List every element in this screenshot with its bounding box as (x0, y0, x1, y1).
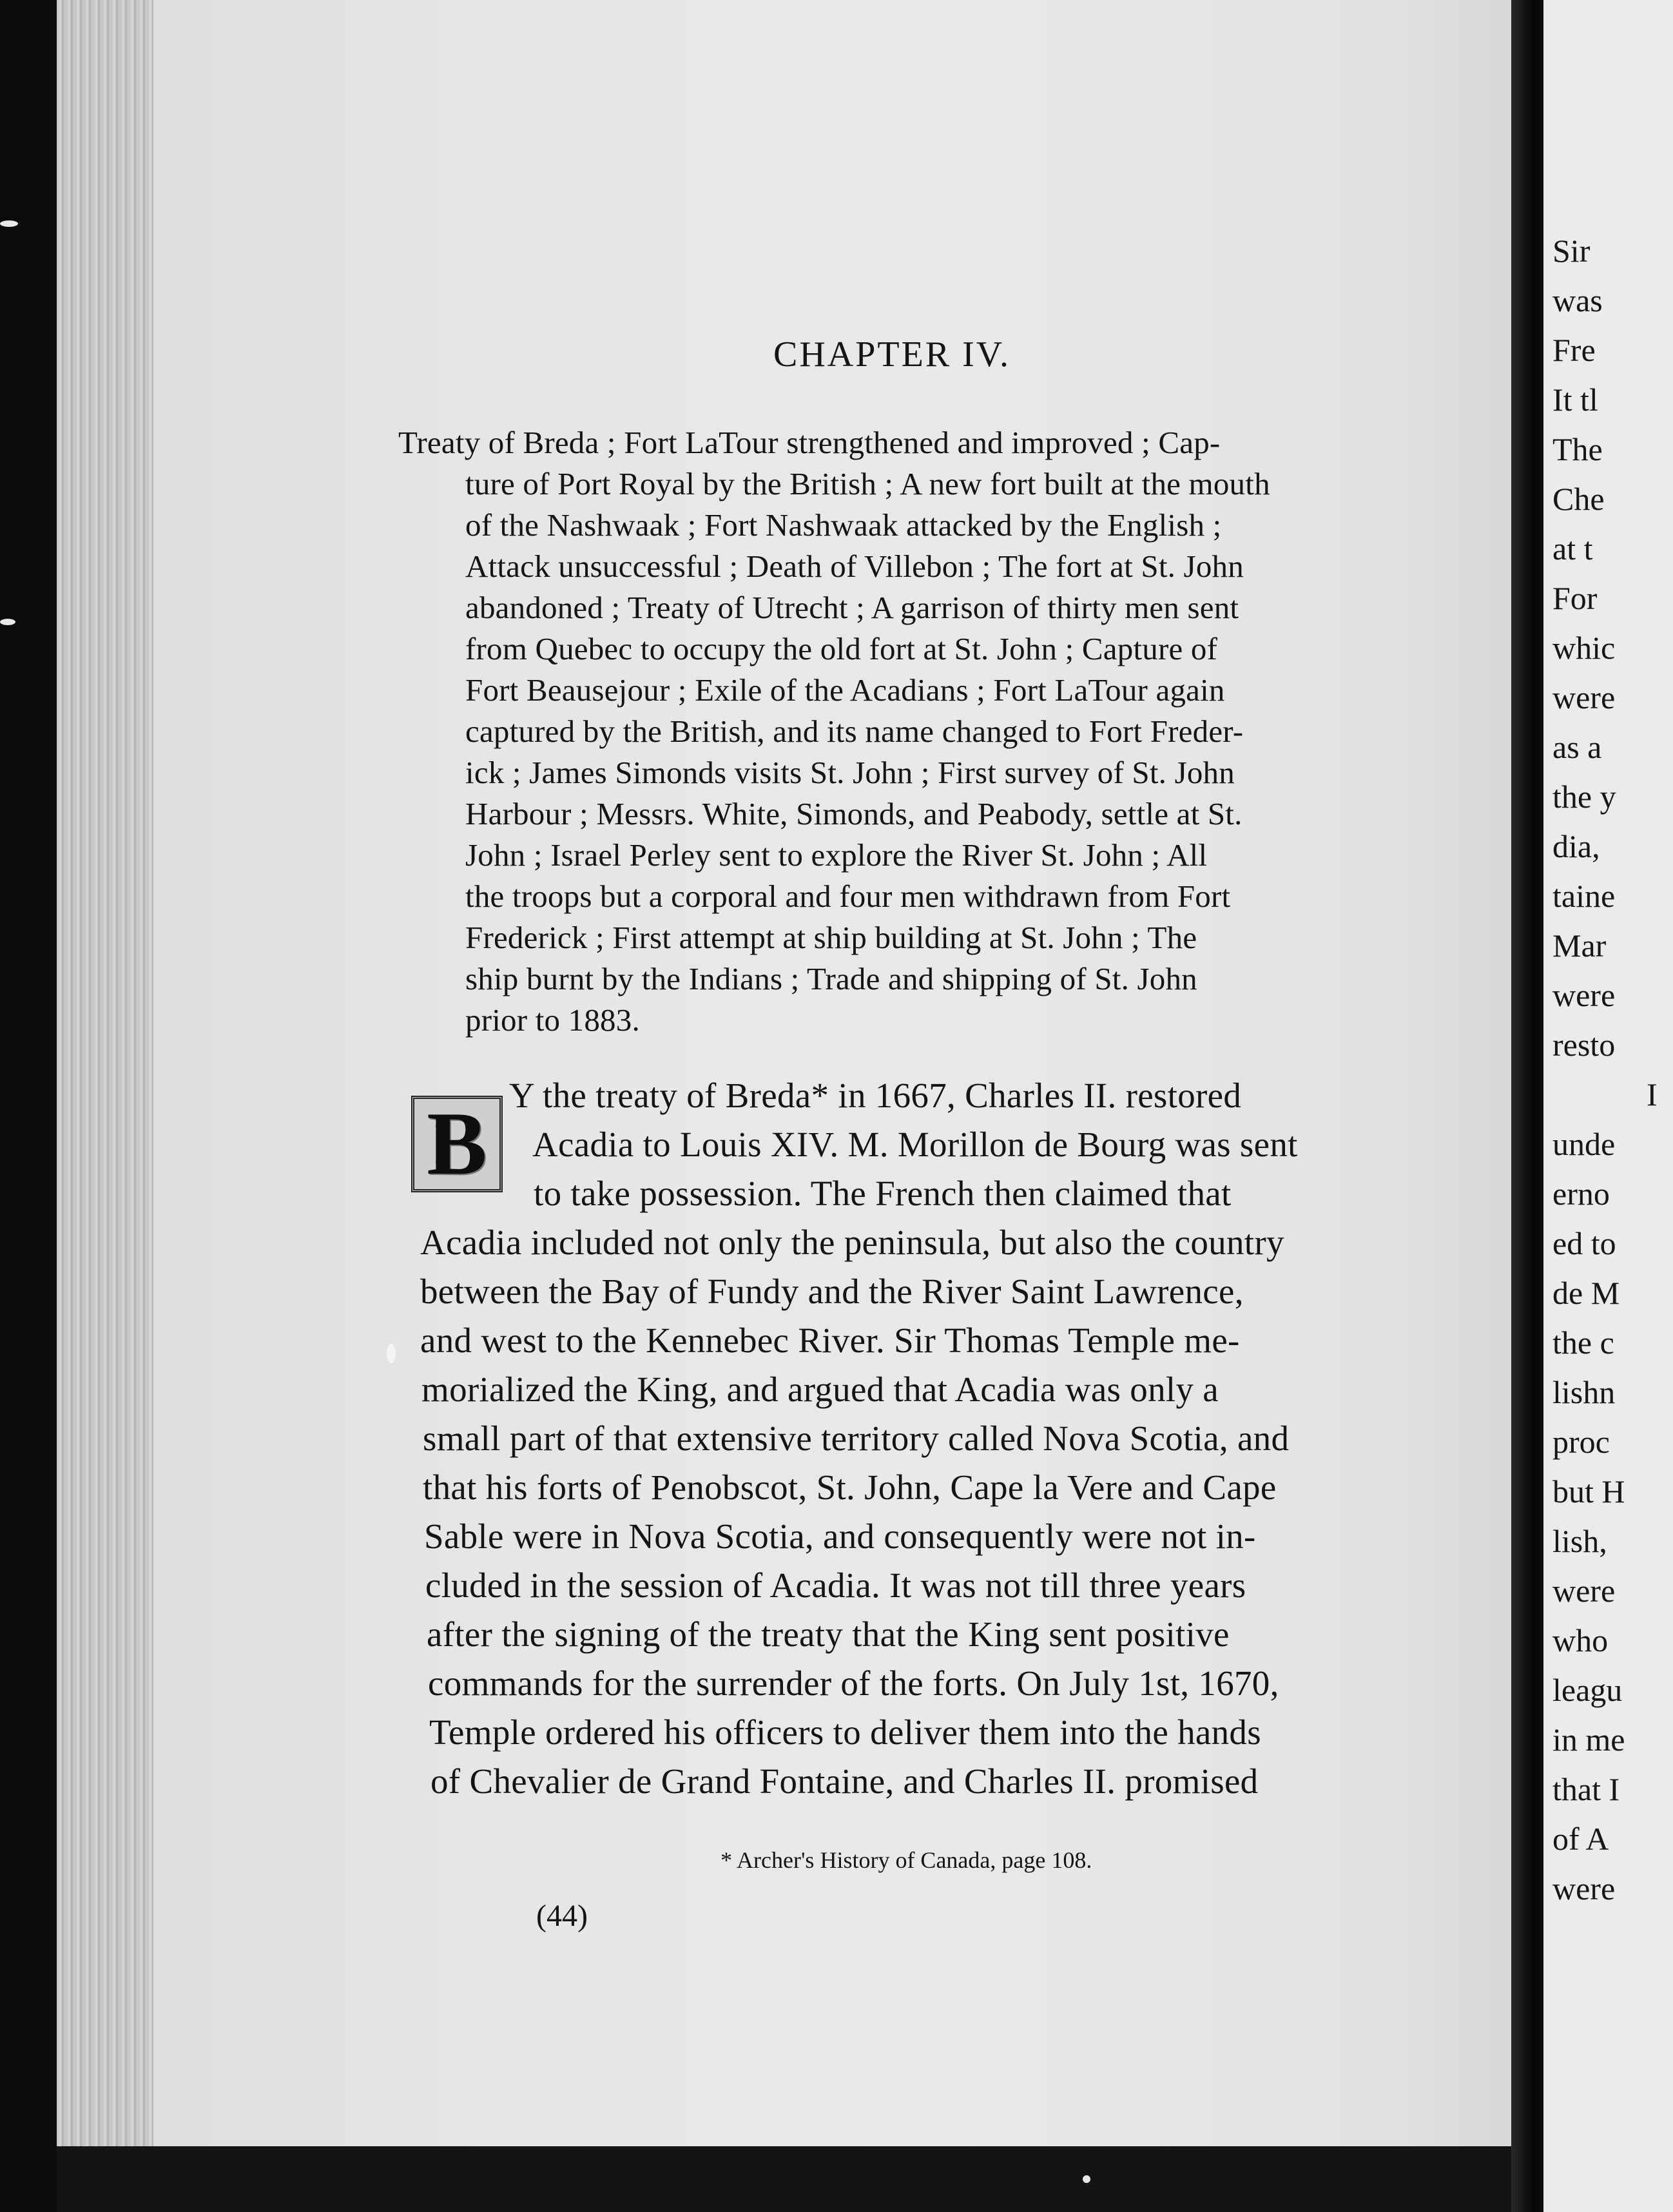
body-line: after the signing of the treaty that the King sent positive (427, 1615, 1230, 1654)
right-page-line: the c (1552, 1324, 1614, 1361)
right-page-line: lish, (1552, 1523, 1607, 1559)
chapter-title: CHAPTER IV. (773, 335, 1011, 374)
body-line: that his forts of Penobscot, St. John, Cape la Vere and Cape (423, 1468, 1277, 1507)
footnote: * Archer's History of Canada, page 108. (720, 1847, 1092, 1873)
body-line: between the Bay of Fundy and the River Saint Lawrence, (420, 1272, 1244, 1311)
body-line: Temple ordered his officers to deliver them into the hands (429, 1712, 1261, 1752)
drop-cap-letter: B (427, 1094, 487, 1194)
right-page-line: were (1552, 679, 1616, 715)
bottom-shadow (57, 2146, 1526, 2212)
synopsis-line: abandoned ; Treaty of Utrecht ; A garrison of thirty men sent (465, 590, 1239, 625)
body-line: to take possession. The French then claimed that (534, 1174, 1232, 1213)
body-line: Y the treaty of Breda* in 1667, Charles II. restored (509, 1076, 1242, 1115)
body-line: commands for the surrender of the forts. On July 1st, 1670, (428, 1664, 1279, 1703)
page-edges (57, 0, 153, 2178)
right-page-fragment (1543, 0, 1673, 2212)
synopsis-line: Frederick ; First attempt at ship building at St. John ; The (465, 920, 1197, 955)
synopsis-line: John ; Israel Perley sent to explore the River St. John ; All (465, 837, 1208, 873)
right-page-line: Mar (1552, 927, 1607, 964)
right-page-line: were (1552, 977, 1616, 1013)
page-number: (44) (536, 1899, 588, 1933)
body-line: small part of that extensive territory called Nova Scotia, and (423, 1419, 1290, 1458)
right-page-line: I (1647, 1076, 1658, 1112)
synopsis-line: the troops but a corporal and four men withdrawn from Fort (465, 878, 1231, 914)
right-page-line: as a (1552, 729, 1602, 765)
scan-speck (1030, 57, 1036, 66)
scan-speck (0, 220, 18, 227)
synopsis-line: prior to 1883. (465, 1002, 640, 1038)
synopsis-line: Treaty of Breda ; Fort LaTour strengthened and improved ; Cap- (398, 425, 1221, 460)
right-page-line: It tl (1552, 382, 1598, 418)
synopsis-line: of the Nashwaak ; Fort Nashwaak attacked by the English ; (465, 507, 1222, 543)
right-page-line: For (1552, 580, 1598, 616)
right-page-line: in me (1552, 1722, 1625, 1758)
right-page-line: were (1552, 1870, 1616, 1906)
right-page-line: leagu (1552, 1672, 1623, 1708)
right-page-line: of A (1552, 1821, 1609, 1857)
right-page-line: unde (1552, 1126, 1616, 1162)
scan-speck (1083, 2175, 1090, 2183)
right-page-line: The (1552, 431, 1603, 467)
scan-speck (387, 1344, 396, 1363)
right-page-line: whic (1552, 630, 1616, 666)
right-page-line: lishn (1552, 1374, 1616, 1410)
synopsis-line: captured by the British, and its name changed to Fort Freder- (465, 713, 1244, 749)
right-page-line: taine (1552, 878, 1616, 914)
right-page-line: that I (1552, 1771, 1620, 1807)
synopsis-line: ture of Port Royal by the British ; A new fort built at the mouth (465, 466, 1270, 501)
right-page-line: de M (1552, 1275, 1620, 1311)
right-page-line: resto (1552, 1027, 1616, 1063)
synopsis-line: Attack unsuccessful ; Death of Villebon ; The fort at St. John (465, 548, 1244, 584)
right-page-line: erno (1552, 1176, 1610, 1212)
body-line: and west to the Kennebec River. Sir Thomas Temple me- (420, 1321, 1240, 1360)
synopsis-line: Harbour ; Messrs. White, Simonds, and Peabody, settle at St. (465, 796, 1243, 831)
right-page-line: dia, (1552, 828, 1600, 864)
right-page-line: the y (1552, 779, 1616, 815)
right-page-line: Fre (1552, 332, 1596, 368)
right-page-line: at t (1552, 530, 1593, 567)
right-page-line: proc (1552, 1424, 1610, 1460)
body-line: morialized the King, and argued that Acadia was only a (421, 1370, 1219, 1409)
body-line: Sable were in Nova Scotia, and consequently were not in- (424, 1517, 1256, 1556)
right-page-line: who (1552, 1622, 1609, 1658)
synopsis-line: Fort Beausejour ; Exile of the Acadians ; Fort LaTour again (465, 672, 1225, 708)
body-line: cluded in the session of Acadia. It was not till three years (425, 1566, 1246, 1605)
right-page-line: was (1552, 282, 1603, 318)
body-line: of Chevalier de Grand Fontaine, and Charles II. promised (430, 1761, 1259, 1801)
right-page-line: but H (1552, 1473, 1625, 1509)
synopsis-line: ick ; James Simonds visits St. John ; First survey of St. John (465, 755, 1235, 790)
right-page-line: were (1552, 1573, 1616, 1609)
synopsis-line: ship burnt by the Indians ; Trade and shipping of St. John (465, 961, 1197, 996)
scan-speck (0, 619, 15, 625)
synopsis-line: from Quebec to occupy the old fort at St. John ; Capture of (465, 631, 1218, 666)
right-page-line: Sir (1552, 233, 1591, 269)
right-page-line: ed to (1552, 1225, 1616, 1261)
drop-cap-ornament (411, 1096, 503, 1192)
body-line: Acadia included not only the peninsula, but also the country (420, 1223, 1284, 1262)
body-line: Acadia to Louis XIV. M. Morillon de Bourg was sent (532, 1125, 1298, 1164)
right-page-line: Che (1552, 481, 1605, 517)
